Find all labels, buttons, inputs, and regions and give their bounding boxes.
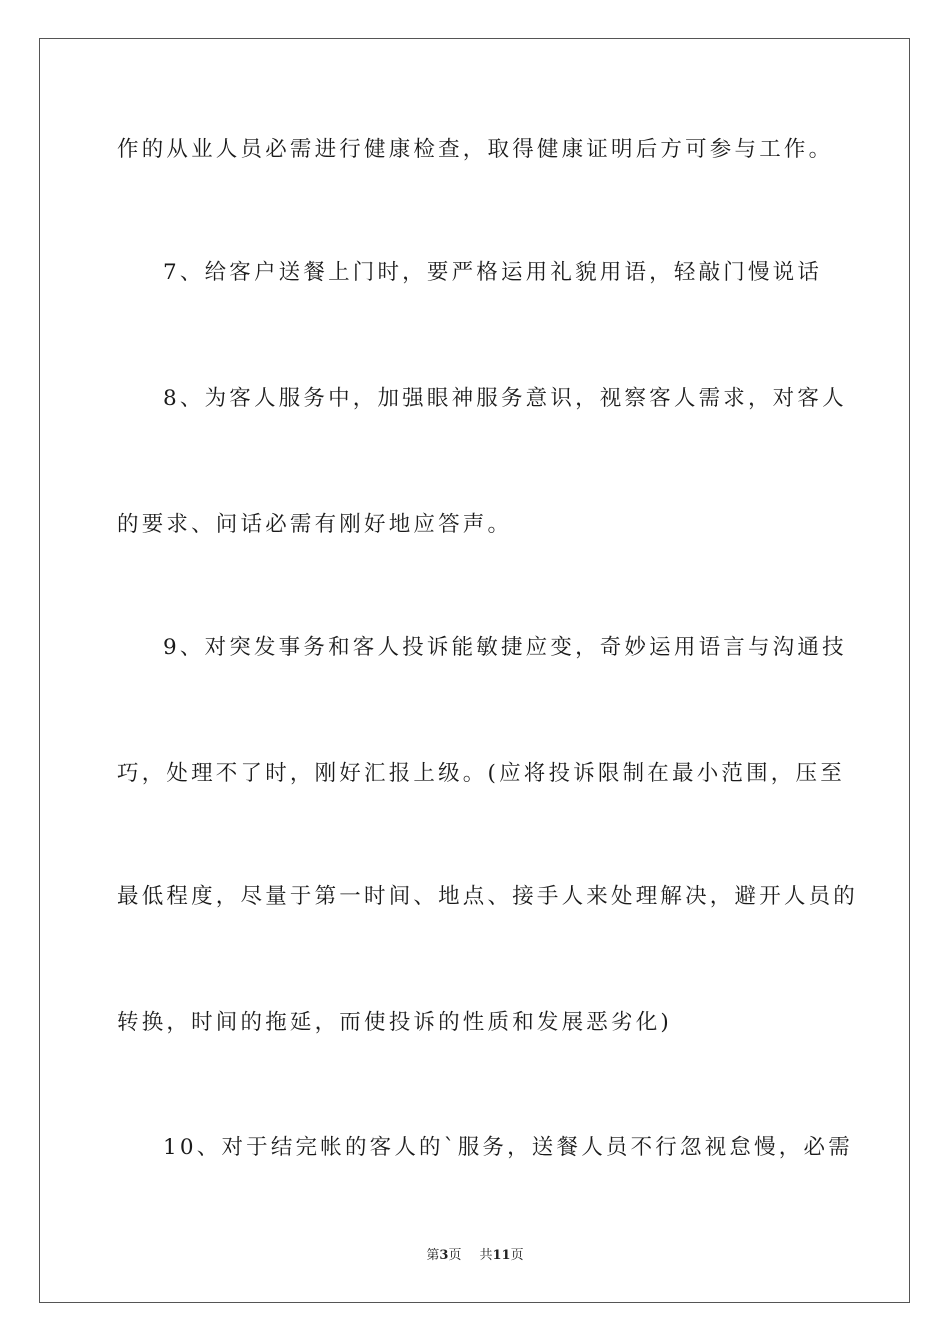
- body-line-item-8-cont: 的要求、问话必需有刚好地应答声。: [117, 512, 513, 537]
- footer-total-prefix: 共: [479, 1248, 493, 1263]
- page-border: [39, 38, 910, 1303]
- footer-page-number: 3: [439, 1248, 449, 1263]
- body-line-item-9-cont-2: 最低程度，尽量于第一时间、地点、接手人来处理解决，避开人员的: [117, 884, 859, 909]
- body-line-1: 作的从业人员必需进行健康检查，取得健康证明后方可参与工作。: [117, 137, 834, 162]
- body-line-item-10: 10、对于结完帐的客人的`服务，送餐人员不行忽视怠慢，必需: [163, 1135, 853, 1160]
- body-line-item-8: 8、为客人服务中，加强眼神服务意识，视察客人需求，对客人: [163, 386, 847, 411]
- body-line-item-9-cont-1: 巧，处理不了时，刚好汇报上级。(应将投诉限制在最小范围，压至: [117, 761, 845, 786]
- footer-total-suffix: 页: [510, 1248, 524, 1263]
- footer-page-prefix: 第: [426, 1248, 440, 1263]
- body-line-item-9: 9、对突发事务和客人投诉能敏捷应变，奇妙运用语言与沟通技: [163, 635, 847, 660]
- body-line-item-9-cont-3: 转换，时间的拖延，而使投诉的性质和发展恶劣化): [117, 1010, 672, 1035]
- body-line-item-7: 7、给客户送餐上门时，要严格运用礼貌用语，轻敲门慢说话: [163, 260, 823, 285]
- page-footer: [0, 1247, 950, 1265]
- footer-total-pages: 11: [492, 1248, 511, 1263]
- footer-page-suffix: 页: [448, 1248, 462, 1263]
